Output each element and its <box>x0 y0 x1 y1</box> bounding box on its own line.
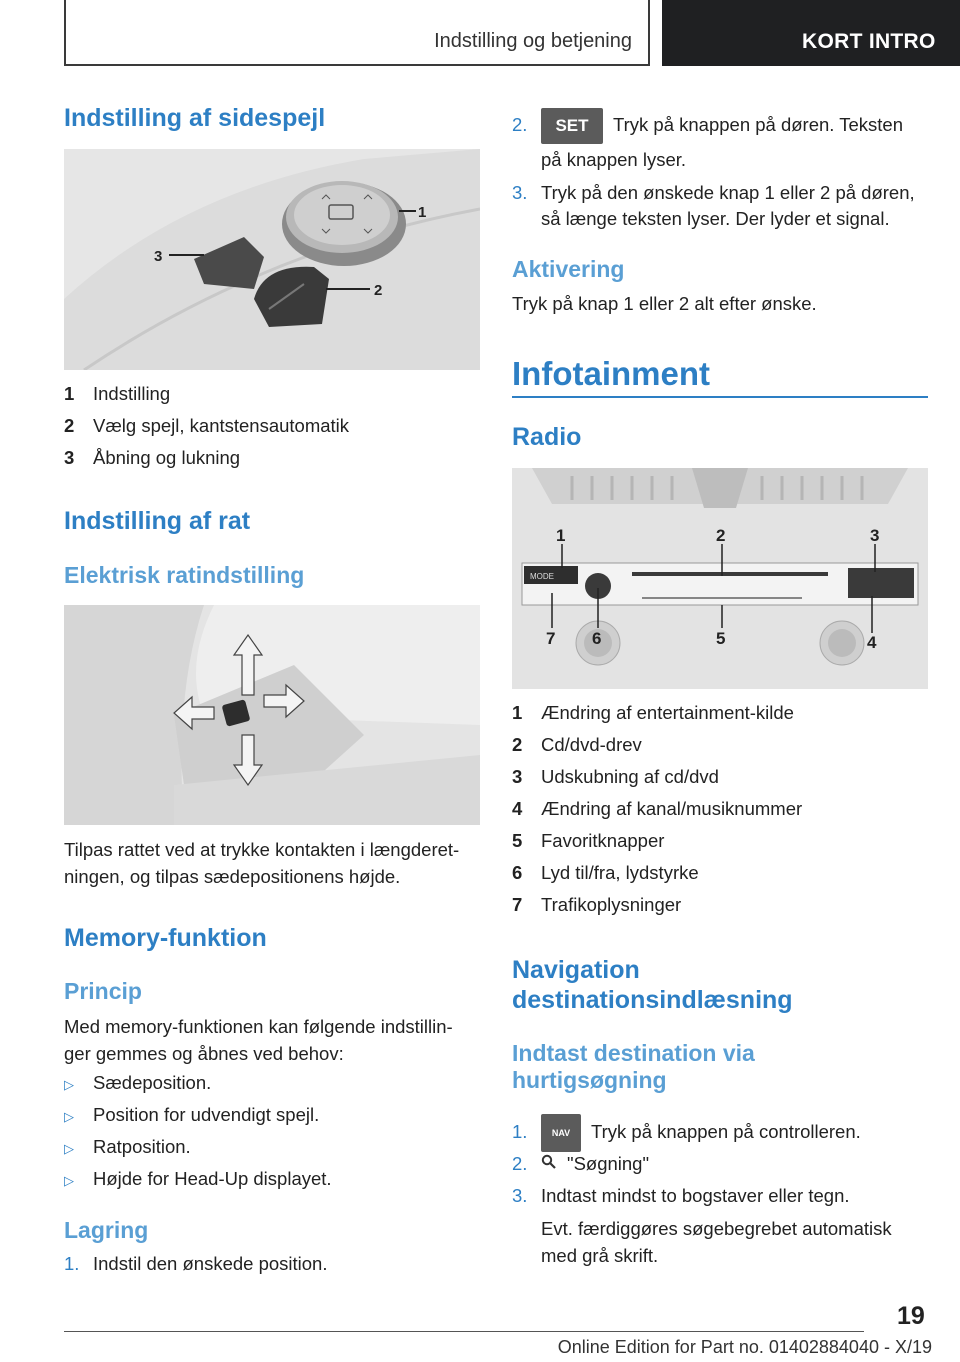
step-continuation: så længe teksten lyser. Der lyder et signal. <box>541 208 890 229</box>
radio-callout-1: 1 <box>556 526 566 545</box>
bullet-triangle-icon: ▷ <box>64 1109 74 1124</box>
heading-memory: Memory-funktion <box>64 924 267 952</box>
edition-footer: Online Edition for Part no. 01402884040 - X/19 <box>557 1337 932 1357</box>
list-item: 6 Lyd til/fra, lydstyrke <box>512 862 699 883</box>
heading-quick-search: Indtast destination via hurtigsøgning <box>512 1040 755 1093</box>
list-item: 1 Indstilling <box>64 383 171 404</box>
radio-callout-6: 6 <box>592 629 602 648</box>
heading-activation: Aktivering <box>512 256 625 282</box>
nav-button-icon: NAV <box>541 1114 581 1152</box>
search-icon <box>541 1153 567 1175</box>
step-continuation: på knappen lyser. <box>541 149 687 170</box>
radio-mode-label: MODE <box>530 572 554 581</box>
list-item: 2 Vælg spejl, kantstensautomatik <box>64 415 350 436</box>
radio-callout-3: 3 <box>870 526 880 545</box>
mirror-callout-3: 3 <box>154 248 163 265</box>
principle-text: Med memory-funktionen kan følgende indstillin‐ ger gemmes og åbnes ved behov: <box>64 1016 453 1064</box>
step-item: 2. "Søgning" <box>512 1153 650 1174</box>
mirror-callout-1: 1 <box>418 204 427 221</box>
section-divider <box>512 396 928 398</box>
heading-principle: Princip <box>64 978 142 1004</box>
mirror-control-figure <box>64 149 480 370</box>
list-item: 3 Udskubning af cd/dvd <box>512 766 719 787</box>
list-item: ▷ Højde for Head-Up displayet. <box>64 1168 332 1189</box>
heading-electric-steering: Elektrisk ratindstilling <box>64 562 305 588</box>
footer-rule <box>64 1331 864 1332</box>
list-item: 1 Ændring af entertainment-kilde <box>512 702 794 723</box>
header-section-box <box>64 0 650 66</box>
radio-panel-illustration <box>512 468 928 689</box>
mirror-control-illustration <box>64 149 480 370</box>
step-item: 3. Indtast mindst to bogstaver eller tegn. <box>512 1185 850 1206</box>
steering-instructions: Tilpas rattet ved at trykke kontakten i længderet‐ ningen, og tilpas sædepositionens højde. <box>64 839 460 887</box>
radio-callout-2: 2 <box>716 526 726 545</box>
radio-callout-5: 5 <box>716 629 726 648</box>
mirror-callout-2: 2 <box>374 282 383 299</box>
list-item: 2 Cd/dvd-drev <box>512 734 642 755</box>
header-badge-box <box>662 0 960 66</box>
heading-infotainment: Infotainment <box>512 355 710 392</box>
step-item: 1. NAV Tryk på knappen på controlleren. <box>512 1114 861 1152</box>
list-item: ▷ Position for udvendigt spejl. <box>64 1104 320 1125</box>
set-button-icon: SET <box>541 108 603 144</box>
list-item: 5 Favoritknapper <box>512 830 665 851</box>
list-item: 1. Indstil den ønskede position. <box>64 1253 328 1274</box>
steering-switch-illustration <box>64 605 480 825</box>
radio-callout-4: 4 <box>867 633 877 652</box>
heading-save: Lagring <box>64 1217 149 1243</box>
heading-radio: Radio <box>512 423 582 451</box>
activation-text: Tryk på knap 1 eller 2 alt efter ønske. <box>512 293 817 314</box>
radio-callout-7: 7 <box>546 629 556 648</box>
list-item: 7 Trafikoplysninger <box>512 894 682 915</box>
heading-mirror-adjust: Indstilling af sidespejl <box>64 104 326 132</box>
step-item: 2. SET Tryk på knappen på døren. Teksten <box>512 108 903 144</box>
radio-panel-figure <box>512 468 928 689</box>
step-item: 3. Tryk på den ønskede knap 1 eller 2 på døren, <box>512 182 915 203</box>
steering-switch-figure <box>64 605 480 825</box>
list-item: 4 Ændring af kanal/musiknummer <box>512 798 803 819</box>
heading-steering-adjust: Indstilling af rat <box>64 507 251 535</box>
bullet-triangle-icon: ▷ <box>64 1077 74 1092</box>
page-number: 19 <box>897 1302 925 1330</box>
list-item: 3 Åbning og lukning <box>64 447 241 468</box>
list-item: ▷ Ratposition. <box>64 1136 191 1157</box>
section-title: Indstilling og betjening <box>434 30 632 52</box>
bullet-triangle-icon: ▷ <box>64 1141 74 1156</box>
heading-navigation: Navigation destinationsindlæsning <box>512 956 793 1014</box>
section-badge: KORT INTRO <box>802 30 936 53</box>
list-item: ▷ Sædeposition. <box>64 1072 212 1093</box>
search-note: Evt. færdiggøres søgebegrebet automatisk med grå skrift. <box>541 1218 892 1266</box>
bullet-triangle-icon: ▷ <box>64 1173 74 1188</box>
